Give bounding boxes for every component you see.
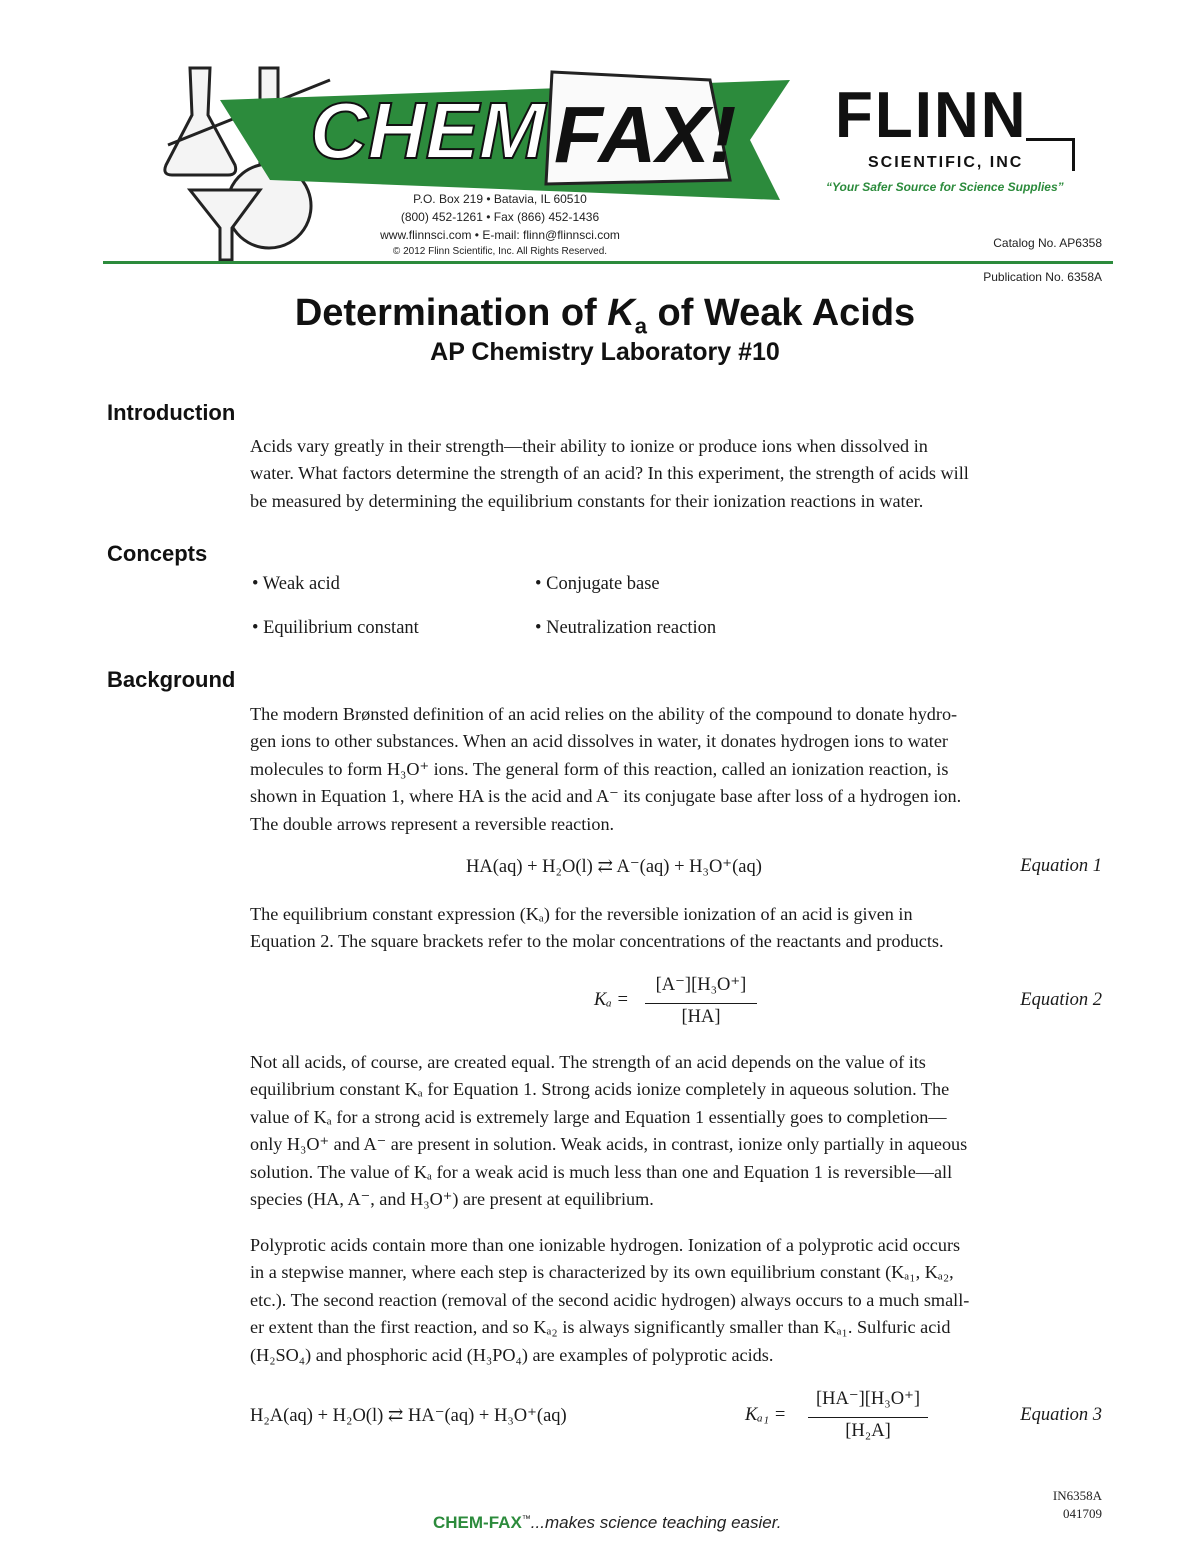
concept-item: • Weak acid (252, 574, 340, 594)
equation-1-label: Equation 1 (1020, 856, 1102, 876)
footer-code-1: IN6358A (1052, 1488, 1102, 1503)
address-line-1: P.O. Box 219 • Batavia, IL 60510 (413, 192, 587, 206)
equation-3-lhs: Kₐ₁ = (745, 1405, 787, 1425)
equation-2-denominator: [HA] (681, 1007, 721, 1027)
concept-item: • Equilibrium constant (252, 618, 419, 638)
page-title: Determination of $K_a$ of Weak Acids (294, 292, 916, 339)
introduction-heading: Introduction (107, 400, 236, 425)
footer-code-2: 041709 (1063, 1506, 1102, 1521)
equation-2-lhs: Kₐ = (594, 990, 629, 1010)
equation-3-denominator: [H₂A] (845, 1421, 891, 1441)
equation-3-numerator: [HA⁻][H₃O⁺] (815, 1389, 921, 1409)
background-heading: Background (107, 667, 236, 692)
logo-fax: FAX! (554, 90, 737, 179)
page-subtitle: AP Chemistry Laboratory #10 (430, 338, 780, 366)
background-paragraph-3: Not all acids, of course, are created equal. The strength of an acid depends on the value of its equilibrium constant Kₐ for Equation 1. Strong acids ionize completely in aqueous solution. The value of Kₐ for a strong acid is extremely large and Equation 1 essentially goes to completion— only H₃O⁺ and A⁻ are present in solution. Weak acids, in contrast, ionize only partially in aqueous solution. The value of Kₐ for a weak acid is much less than one and Equation 1 is reversible—all species (HA, A⁻, and H₃O⁺) are present at equilibrium. (250, 1052, 968, 1210)
flinn-logo-bracket (1026, 138, 1075, 171)
concepts-heading: Concepts (107, 541, 208, 566)
header-rule (103, 261, 1113, 264)
flinn-slogan: “Your Safer Source for Science Supplies” (826, 180, 1064, 194)
background-paragraph-4: Polyprotic acids contain more than one ionizable hydrogen. Ionization of a polyprotic acid occurs in a stepwise manner, where each step is characterized by its own equilibrium constant (Kₐ₁, Kₐ₂, etc.). The second reaction (removal of the second acidic hydrogen) always occurs to a much small- er extent than the first reaction, and so Kₐ₂ is always significantly smaller than Kₐ₁. Sulfuric acid (H₂SO₄) and phosphoric acid (H₃PO₄) are examples of polyprotic acids. (250, 1235, 970, 1365)
equation-2-label: Equation 2 (1020, 990, 1102, 1010)
catalog-number: Catalog No. AP6358 (993, 236, 1102, 250)
concept-item: • Conjugate base (535, 574, 660, 594)
flinn-logo-text: FLINN (835, 79, 1028, 152)
address-line-3: www.flinnsci.com • E-mail: flinn@flinnsci.com (380, 228, 620, 242)
equation-1: HA(aq) + H₂O(l) ⇄ A⁻(aq) + H₃O⁺(aq) (466, 857, 762, 877)
background-paragraph-1: The modern Brønsted definition of an acid relies on the ability of the compound to donate hydro- gen ions to other substances. When an acid dissolves in water, it donates hydrogen ions to water molecules to form H₃O⁺ ions. The general form of this reaction, called an ionization reaction, is shown in Equation 1, where HA is the acid and A⁻ its conjugate base after loss of a hydrogen ion. The double arrows represent a reversible reaction. (250, 704, 962, 834)
equation-2-numerator: [A⁻][H₃O⁺] (655, 975, 747, 995)
copyright-line: © 2012 Flinn Scientific, Inc. All Rights Reserved. (392, 246, 608, 257)
equation-3-fraction-bar (808, 1417, 928, 1418)
flinn-logo-subtext: SCIENTIFIC, INC (868, 154, 1024, 171)
introduction-paragraph: Acids vary greatly in their strength—their ability to ionize or produce ions when dissolved in water. What factors determine the strength of an acid? In this experiment, the strength of acids will be measured by determining the equilibrium constants for their ionization reactions in water. (250, 436, 969, 511)
address-line-2: (800) 452-1261 • Fax (866) 452-1436 (400, 210, 600, 224)
logo-chem: CHEM (310, 86, 546, 175)
background-paragraph-2: The equilibrium constant expression (Kₐ) for the reversible ionization of an acid is given in Equation 2. The square brackets refer to the molar concentrations of the reactants and products. (250, 904, 944, 952)
equation-3: H₂A(aq) + H₂O(l) ⇄ HA⁻(aq) + H₃O⁺(aq) (250, 1406, 567, 1426)
footer-brand: CHEM-FAX™...makes science teaching easier. (433, 1513, 782, 1532)
equation-3-label: Equation 3 (1020, 1405, 1102, 1425)
concept-item: • Neutralization reaction (535, 618, 717, 638)
publication-number: Publication No. 6358A (983, 270, 1102, 284)
equation-2-fraction-bar (645, 1003, 757, 1004)
